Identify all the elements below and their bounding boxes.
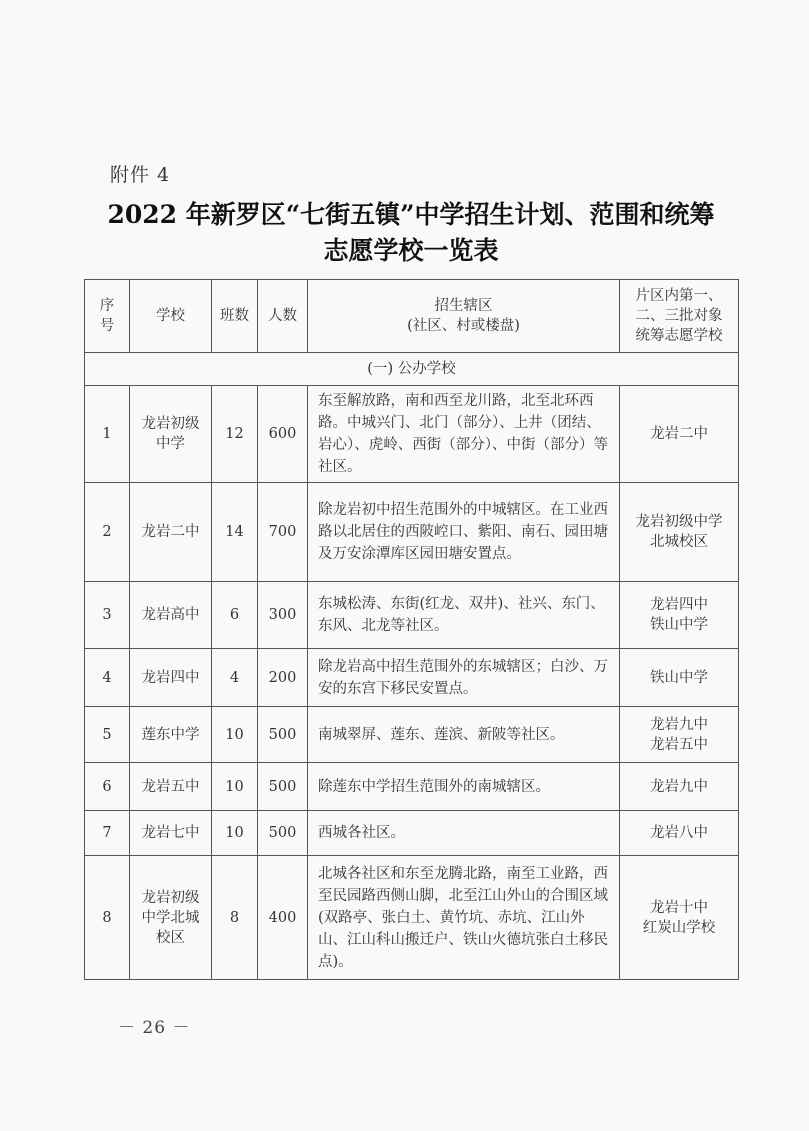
row-index: 7 bbox=[85, 811, 130, 856]
header-students: 人数 bbox=[258, 280, 308, 353]
row-students: 500 bbox=[258, 707, 308, 763]
row-school: 龙岩初级 中学 bbox=[130, 386, 212, 483]
header-volunteer-schools: 片区内第一、 二、三批对象 统筹志愿学校 bbox=[620, 280, 739, 353]
row-volunteer-schools: 铁山中学 bbox=[620, 649, 739, 707]
row-students: 700 bbox=[258, 483, 308, 582]
row-index: 4 bbox=[85, 649, 130, 707]
row-volunteer-schools: 龙岩二中 bbox=[620, 386, 739, 483]
page-number: － 26 － bbox=[118, 1018, 191, 1038]
row-volunteer-schools: 龙岩初级中学 北城校区 bbox=[620, 483, 739, 582]
row-students: 200 bbox=[258, 649, 308, 707]
document-title-line-2: 志愿学校一览表 bbox=[323, 236, 499, 265]
row-volunteer-schools: 龙岩四中 铁山中学 bbox=[620, 582, 739, 649]
row-index: 2 bbox=[85, 483, 130, 582]
row-volunteer-schools: 龙岩九中 龙岩五中 bbox=[620, 707, 739, 763]
table-row bbox=[85, 856, 739, 980]
row-index: 1 bbox=[85, 386, 130, 483]
row-index: 3 bbox=[85, 582, 130, 649]
table-row bbox=[85, 483, 739, 582]
row-index: 8 bbox=[85, 856, 130, 980]
attachment-label: 附件 4 bbox=[110, 164, 171, 186]
row-students: 400 bbox=[258, 856, 308, 980]
header-classes: 班数 bbox=[212, 280, 258, 353]
row-students: 300 bbox=[258, 582, 308, 649]
row-scope: 南城翠屏、莲东、莲滨、新陂等社区。 bbox=[308, 707, 620, 763]
row-index: 5 bbox=[85, 707, 130, 763]
row-school: 龙岩七中 bbox=[130, 811, 212, 856]
document-title-line-1: 2022 年新罗区“七街五镇”中学招生计划、范围和统筹 bbox=[107, 200, 715, 229]
row-classes: 12 bbox=[212, 386, 258, 483]
table-row bbox=[85, 763, 739, 811]
row-school: 龙岩高中 bbox=[130, 582, 212, 649]
row-scope: 东城松涛、东街(红龙、双井)、社兴、东门、东风、北龙等社区。 bbox=[308, 582, 620, 649]
row-scope: 除龙岩初中招生范围外的中城辖区。在工业西路以北居住的西陂崆口、紫阳、南石、园田塘及万安涂潭库区园田塘安置点。 bbox=[308, 483, 620, 582]
row-classes: 10 bbox=[212, 763, 258, 811]
row-index: 6 bbox=[85, 763, 130, 811]
row-classes: 10 bbox=[212, 707, 258, 763]
row-students: 500 bbox=[258, 811, 308, 856]
row-classes: 10 bbox=[212, 811, 258, 856]
row-classes: 4 bbox=[212, 649, 258, 707]
section-public-schools: (一) 公办学校 bbox=[85, 353, 739, 386]
enrollment-table bbox=[84, 279, 739, 980]
table-row bbox=[85, 811, 739, 856]
row-classes: 8 bbox=[212, 856, 258, 980]
row-students: 500 bbox=[258, 763, 308, 811]
header-index: 序 号 bbox=[85, 280, 130, 353]
table-row bbox=[85, 707, 739, 763]
row-volunteer-schools: 龙岩九中 bbox=[620, 763, 739, 811]
header-scope: 招生辖区 (社区、村或楼盘) bbox=[308, 280, 620, 353]
row-school: 莲东中学 bbox=[130, 707, 212, 763]
row-school: 龙岩初级 中学北城 校区 bbox=[130, 856, 212, 980]
row-school: 龙岩二中 bbox=[130, 483, 212, 582]
row-scope: 除龙岩高中招生范围外的东城辖区；白沙、万安的东宫下移民安置点。 bbox=[308, 649, 620, 707]
table-row bbox=[85, 386, 739, 483]
section-row bbox=[85, 353, 739, 386]
header-school: 学校 bbox=[130, 280, 212, 353]
row-school: 龙岩五中 bbox=[130, 763, 212, 811]
table-row bbox=[85, 649, 739, 707]
table-row bbox=[85, 582, 739, 649]
table-header-row bbox=[85, 280, 739, 353]
row-classes: 6 bbox=[212, 582, 258, 649]
row-school: 龙岩四中 bbox=[130, 649, 212, 707]
row-volunteer-schools: 龙岩八中 bbox=[620, 811, 739, 856]
row-scope: 西城各社区。 bbox=[308, 811, 620, 856]
row-classes: 14 bbox=[212, 483, 258, 582]
row-scope: 北城各社区和东至龙腾北路，南至工业路，西至民园路西侧山脚，北至江山外山的合围区域(双路亭、张白土、黄竹坑、赤坑、江山外山、江山科山搬迁户、铁山火德坑张白土移民点)。 bbox=[308, 856, 620, 980]
row-volunteer-schools: 龙岩十中 红炭山学校 bbox=[620, 856, 739, 980]
row-scope: 除莲东中学招生范围外的南城辖区。 bbox=[308, 763, 620, 811]
row-scope: 东至解放路，南和西至龙川路，北至北环西路。中城兴门、北门（部分）、上井（团结、岩心）、虎岭、西街（部分）、中街（部分）等社区。 bbox=[308, 386, 620, 483]
row-students: 600 bbox=[258, 386, 308, 483]
